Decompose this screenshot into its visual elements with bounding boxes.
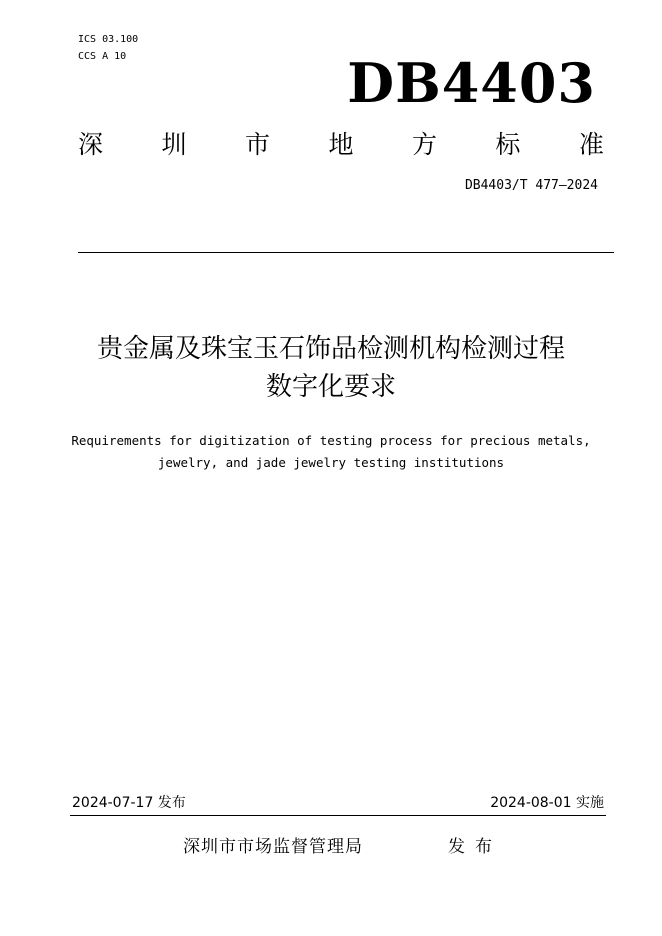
standard-type-char: 标 <box>495 130 521 159</box>
top-divider <box>78 252 614 253</box>
chinese-title-line: 数字化要求 <box>265 372 396 402</box>
standard-type-char: 圳 <box>161 130 187 159</box>
ccs-code: CCS A 10 <box>78 51 127 62</box>
standard-type-char: 市 <box>244 130 270 159</box>
ics-code: ICS 03.100 <box>78 34 139 45</box>
standard-type-char: 准 <box>578 130 604 159</box>
standard-type <box>78 128 604 162</box>
standard-type-char: 地 <box>328 130 354 159</box>
issue-date: 2024-07-17 发布 <box>72 795 186 811</box>
standard-logo: DB4403 <box>347 51 596 115</box>
standard-number: DB4403/T 477—2024 <box>464 178 598 193</box>
bottom-divider <box>70 815 606 816</box>
chinese-title-line: 贵金属及珠宝玉石饰品检测机构检测过程 <box>96 334 565 364</box>
implementation-date: 2024-08-01 实施 <box>490 795 604 811</box>
standard-type-char: 深 <box>78 130 104 159</box>
chinese-title <box>40 330 622 406</box>
english-title-line: Requirements for digitization of testing process for precious metals, <box>71 433 591 448</box>
standard-type-char: 方 <box>411 130 437 159</box>
english-title-line: jewelry, and jade jewelry testing institutions <box>157 455 505 470</box>
english-title <box>30 430 632 474</box>
issuing-authority: 深圳市市场监督管理局 <box>183 837 363 857</box>
issue-label: 发布 <box>448 837 502 857</box>
